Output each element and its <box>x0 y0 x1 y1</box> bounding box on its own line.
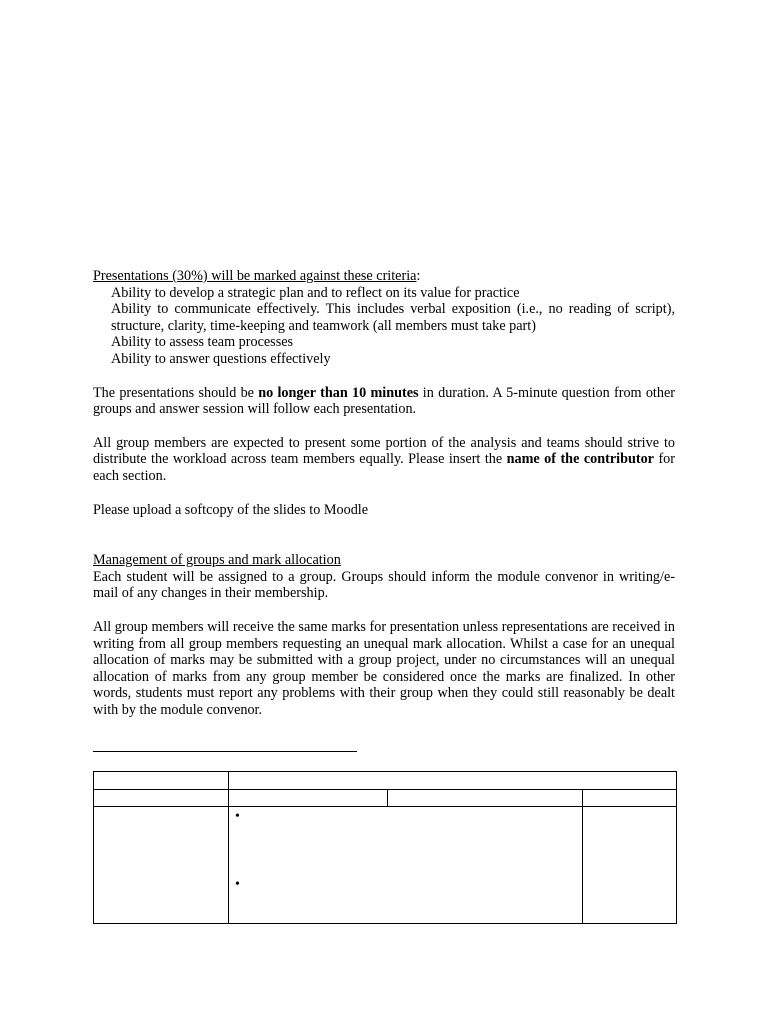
presentations-heading-text: Presentations (30%) will be marked against these criteria <box>93 268 417 284</box>
table-cell <box>94 790 229 807</box>
contribution-table <box>93 771 677 924</box>
criteria-item: Ability to answer questions effectively <box>111 350 331 367</box>
table-row <box>94 807 677 924</box>
table-cell <box>388 790 583 807</box>
management-paragraph-1: Each student will be assigned to a group. Groups should inform the module convenor in writing/e-mail of any changes in their membership. <box>93 568 675 602</box>
members-text-post: for each section. <box>93 451 675 484</box>
duration-text-bold: no longer than 10 minutes <box>258 384 419 401</box>
document-body <box>93 268 675 718</box>
table-row <box>94 790 677 807</box>
table-cell <box>94 807 229 924</box>
criteria-item: Ability to develop a strategic plan and to reflect on its value for practice <box>111 284 520 301</box>
table-cell <box>229 772 677 790</box>
management-heading: Management of groups and mark allocation <box>93 552 341 569</box>
table-cell <box>583 790 677 807</box>
duration-paragraph <box>93 385 675 418</box>
presentations-heading <box>93 268 675 285</box>
members-text-pre: All group members are expected to present some portion of the analysis and teams should strive to distribute the workload across team members equally. Please insert the <box>93 434 675 468</box>
criteria-item: Ability to assess team processes <box>111 334 294 351</box>
table-cell <box>94 772 229 790</box>
table-cell <box>583 807 677 924</box>
upload-paragraph: Please upload a softcopy of the slides to Moodle <box>93 501 369 518</box>
table-cell <box>229 807 583 924</box>
signature-line <box>93 751 357 752</box>
criteria-item: Ability to communicate effectively. This includes verbal exposition (i.e., no reading of script), structure, clarity, time-keeping and teamwork (all members must take part) <box>111 301 675 334</box>
table-cell <box>229 790 388 807</box>
bullet-icon: • <box>235 809 240 824</box>
criteria-list <box>93 285 675 368</box>
members-paragraph <box>93 435 675 485</box>
heading-colon: : <box>416 268 421 284</box>
bullet-icon: • <box>235 877 240 892</box>
duration-text-post: in duration. A 5-minute question from other groups and answer session will follow each presentation. <box>93 384 675 418</box>
table-row <box>94 772 677 790</box>
duration-text-pre: The presentations should be <box>93 384 259 401</box>
members-text-bold: name of the contributor <box>506 451 654 468</box>
management-paragraph-2: All group members will receive the same marks for presentation unless representations are received in writing from all group members requesting an unequal mark allocation. Whilst a case for an unequal allocation of marks may be submitted with a group project, under no circumstances will an unequal allocation of marks from any group member be considered once the marks are finalized. In other words, students must report any problems with their group when they could still reasonably be dealt with by the module convenor. <box>93 618 675 718</box>
